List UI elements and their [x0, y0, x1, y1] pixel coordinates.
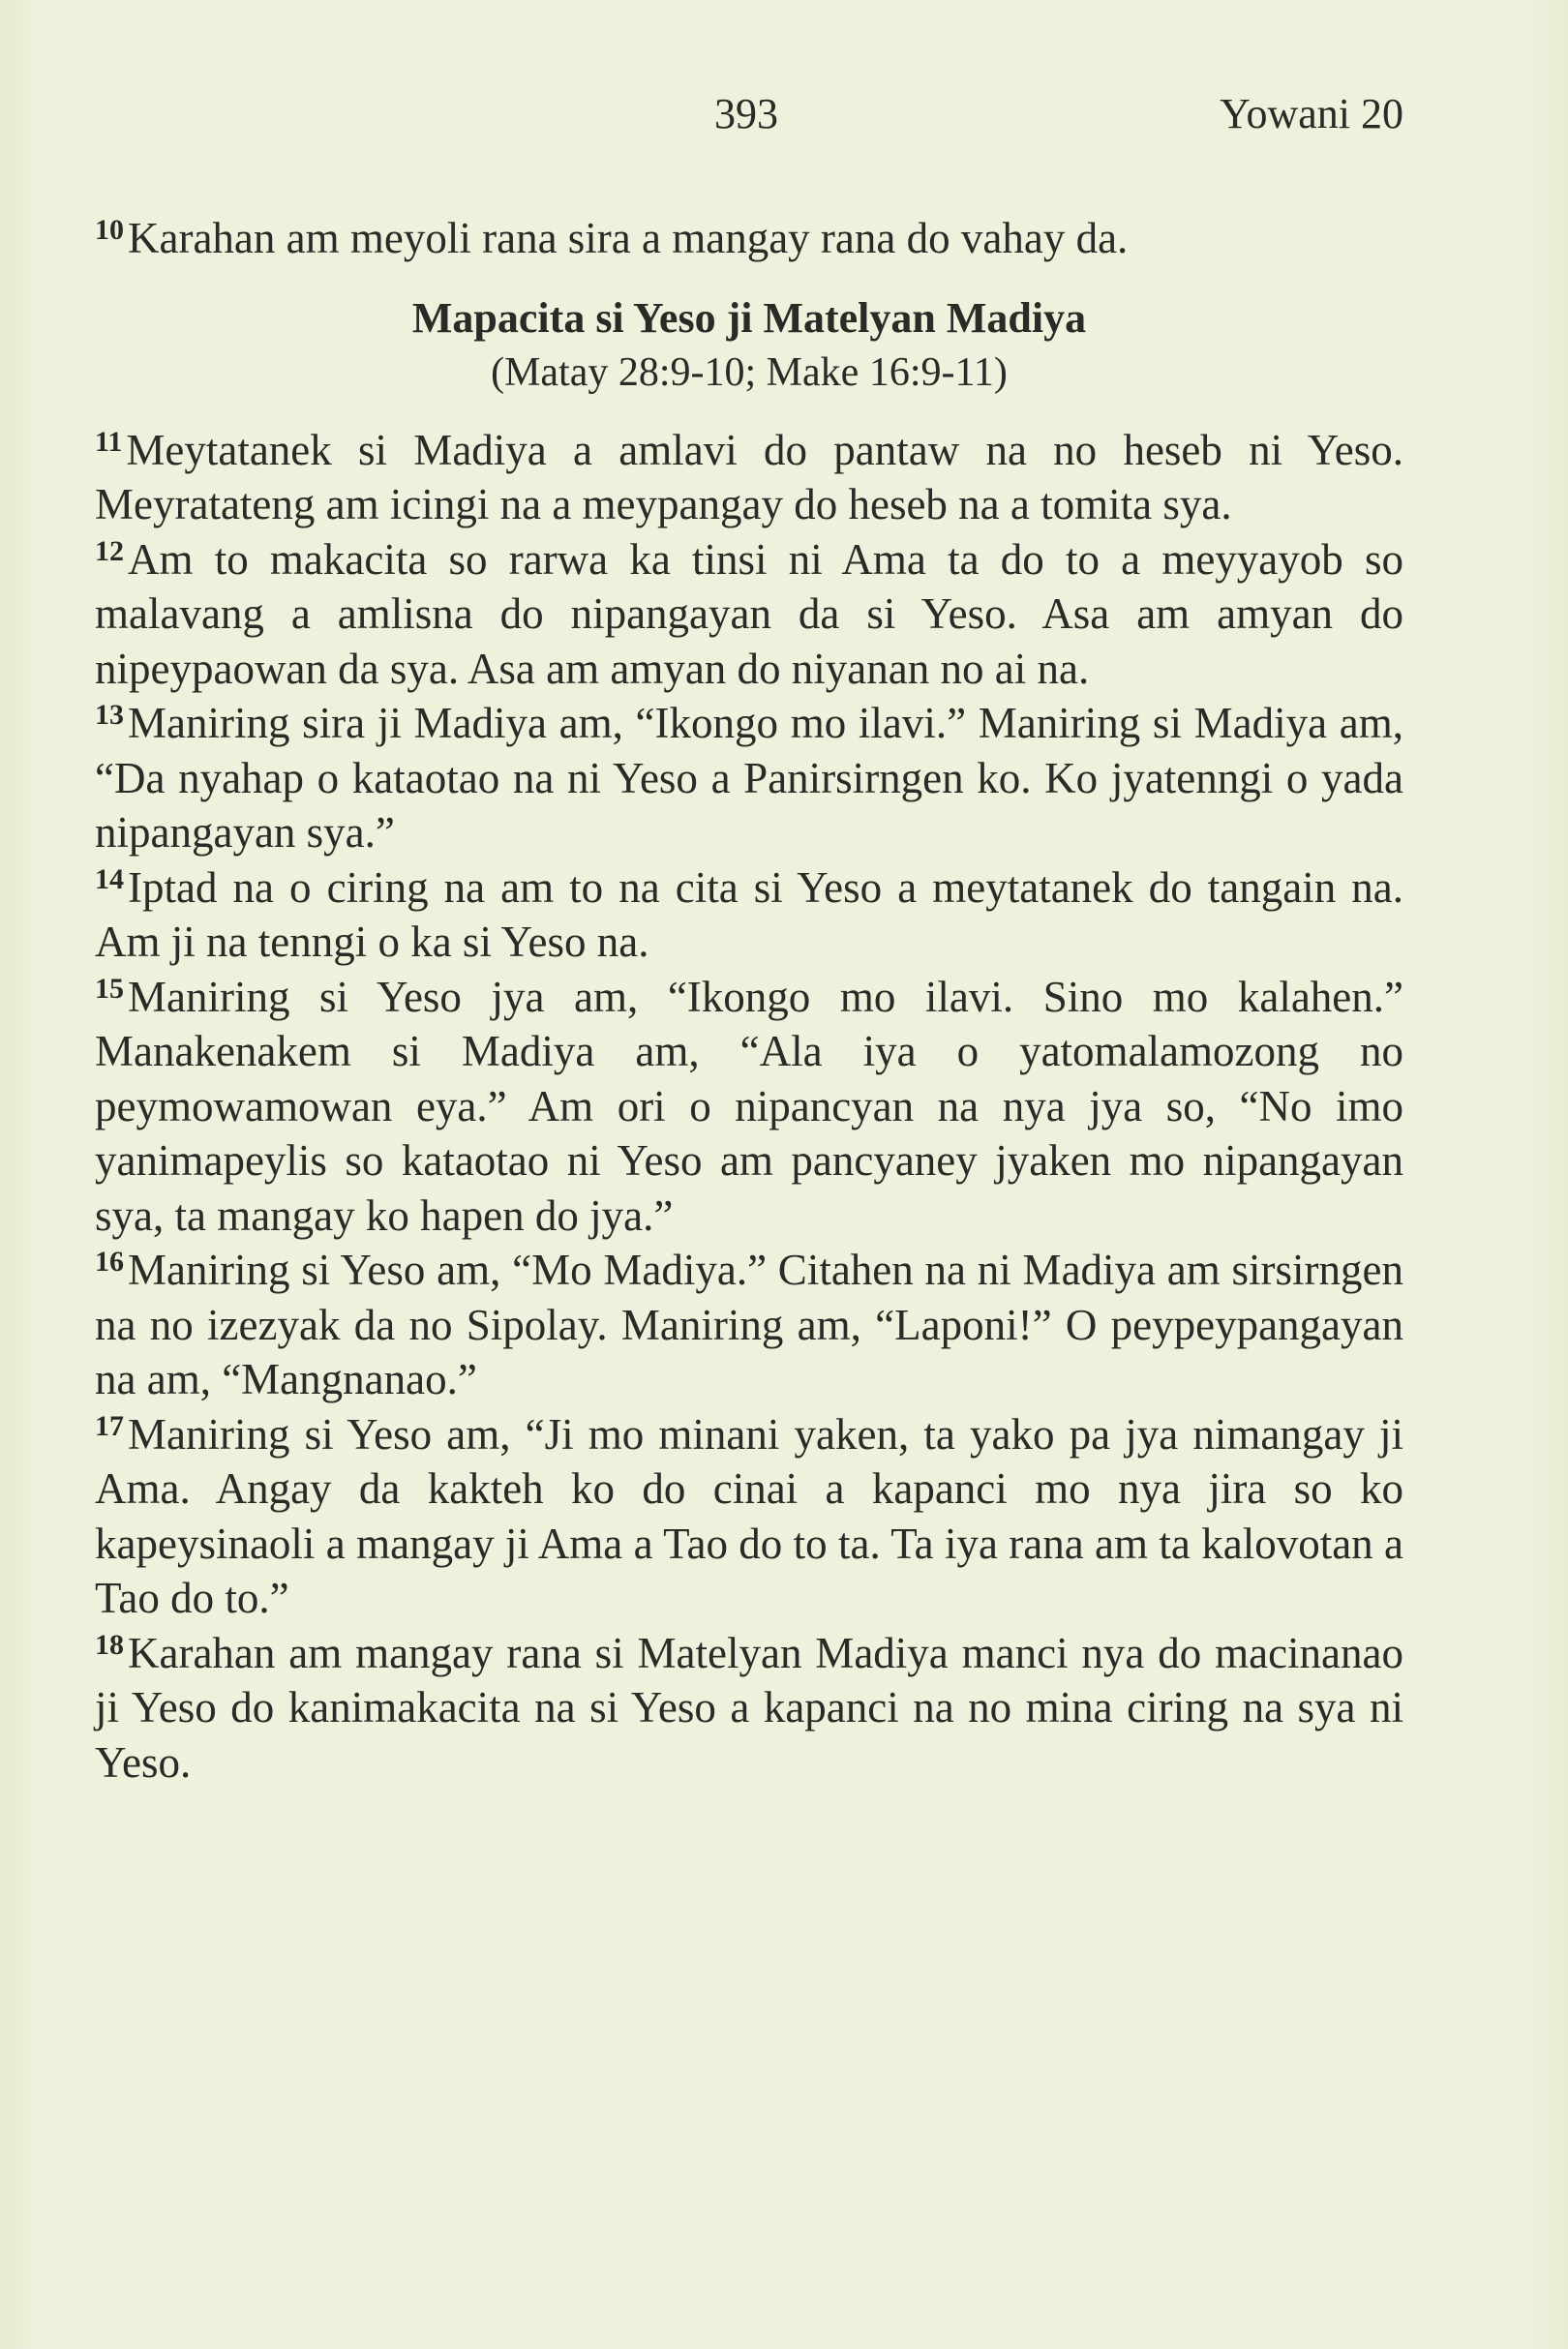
verse-text: Maniring si Yeso am, “Mo Madiya.” Citahen na ni Madiya am sirsirngen na no izezyak da no Sipolay. Maniring am, “Laponi!” O peypeypangayan na am, “Mangnanao.” — [95, 1246, 1403, 1403]
verse-18 — [95, 1626, 1403, 1791]
verse-text: Karahan am meyoli rana sira a mangay rana do vahay da. — [128, 214, 1129, 262]
verse-13 — [95, 696, 1403, 860]
verse-number: 12 — [95, 534, 124, 567]
verse-text: Iptad na o ciring na am to na cita si Yeso a meytatanek do tangain na. Am ji na tenngi o ka si Yeso na. — [95, 862, 1403, 966]
verse-text: Karahan am mangay rana si Matelyan Madiya manci nya do macinanao ji Yeso do kanimakacita na si Yeso a kapanci na no mina ciring na sya ni Yeso. — [95, 1628, 1403, 1787]
verse-number: 13 — [95, 699, 124, 731]
verse-text: Maniring si Yeso jya am, “Ikongo mo ilavi. Sino mo kalahen.” Manakenakem si Madiya am, “Ala iya o yatomalamozong no peymowamowan eya.” Am ori o nipancyan na nya jya so, “No imo yanimapeylis so kataotao ni Yeso am pancyaney jyaken mo nipangayan sya, ta mangay ko hapen do jya.” — [95, 972, 1403, 1240]
verse-16 — [95, 1243, 1403, 1407]
verse-text: Am to makacita so rarwa ka tinsi ni Ama ta do to a meyyayob so malavang a amlisna do nipangayan da si Yeso. Asa am amyan do nipeypaowan da sya. Asa am amyan do niyanan no ai na. — [95, 534, 1403, 693]
section-title: Mapacita si Yeso ji Matelyan Madiya — [411, 293, 1087, 342]
page-header — [95, 89, 1403, 147]
parallel-reference: (Matay 28:9-10; Make 16:9-11) — [491, 349, 1008, 395]
verse-11 — [95, 423, 1403, 532]
verse-text: Maniring sira ji Madiya am, “Ikongo mo ilavi.” Maniring si Madiya am, “Da nyahap o kataotao na ni Yeso a Panirsirngen ko. Ko jyatenngi o yada nipangayan sya.” — [95, 699, 1403, 857]
verse-number: 16 — [95, 1246, 124, 1278]
verse-14 — [95, 860, 1403, 970]
verse-10 — [95, 211, 1403, 266]
verse-text: Maniring si Yeso am, “Ji mo minani yaken, ta yako pa jya nimangay ji Ama. Angay da kakteh ko do cinai a kapanci mo nya jira so ko kapeysinaoli a mangay ji Ama a Tao do to ta. Ta iya rana am ta kalovotan a Tao do to.” — [95, 1409, 1403, 1622]
verse-number: 15 — [95, 972, 124, 1005]
verse-12 — [95, 532, 1403, 697]
page-body — [95, 211, 1403, 1790]
verse-number: 18 — [95, 1628, 124, 1661]
running-head: Yowani 20 — [1220, 90, 1403, 137]
verse-17 — [95, 1407, 1403, 1626]
section-heading — [95, 291, 1403, 400]
verse-number: 11 — [95, 425, 123, 458]
verse-number: 17 — [95, 1409, 124, 1442]
verse-number: 10 — [95, 214, 124, 246]
verse-number: 14 — [95, 862, 124, 895]
verse-text: Meytatanek si Madiya a amlavi do pantaw na no heseb ni Yeso. Meyratateng am icingi na a meypangay do heseb na a tomita sya. — [95, 425, 1403, 528]
verse-15 — [95, 970, 1403, 1244]
page-number: 393 — [714, 90, 778, 137]
